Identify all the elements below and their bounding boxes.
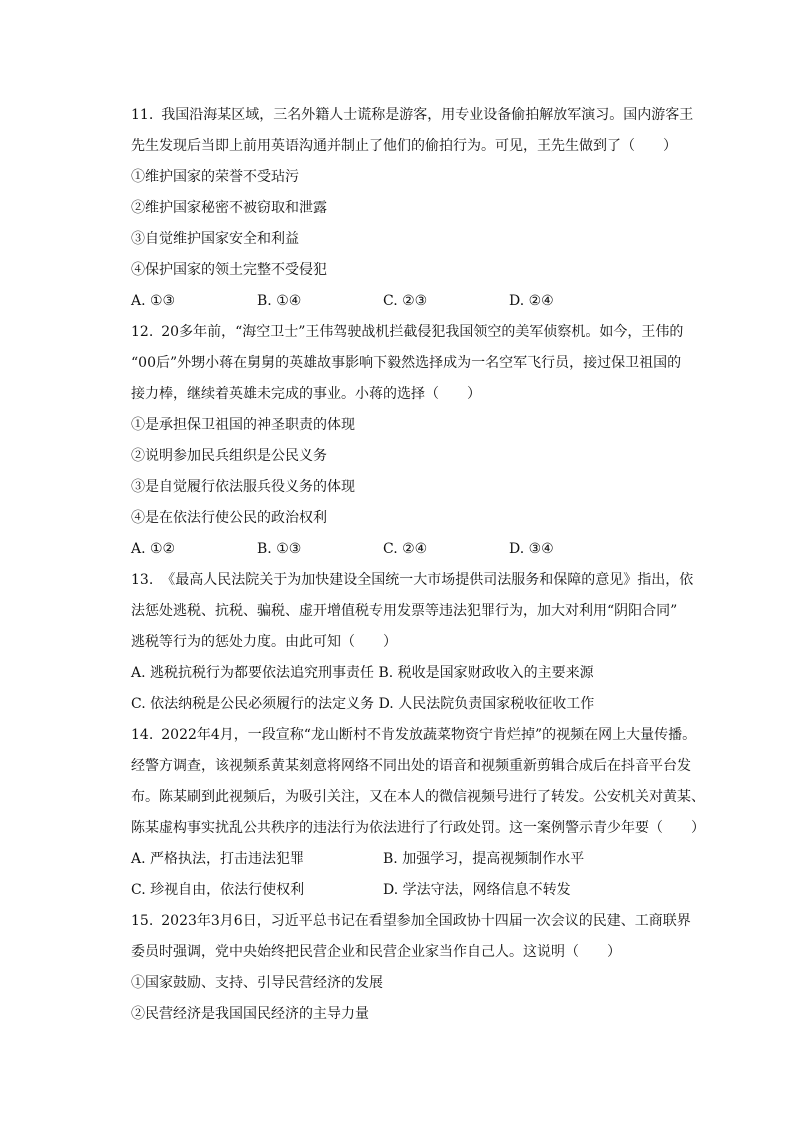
statement: ①维护国家的荣誉不受玷污 [131, 169, 299, 185]
question-stem-line: 陈某虚构事实扰乱公共秩序的违法行为依法进行了行政处罚。这一案例警示青少年要（ ） [131, 820, 705, 836]
answer-options [131, 534, 671, 565]
question-stem-line: 11. 我国沿海某区域，三名外籍人士谎称是游客，用专业设备偷拍解放军演习。国内游客王 [131, 107, 694, 123]
option-line-ab[interactable]: A. 逃税抗税行为都要依法追究刑事责任 B. 税收是国家财政收入的主要来源 [131, 665, 594, 681]
question-number: 14. [131, 727, 154, 743]
option-c[interactable]: C. ②④ [383, 541, 428, 557]
option-c[interactable]: C. ②③ [383, 293, 428, 309]
answer-options [131, 286, 671, 317]
statement: ②说明参加民兵组织是公民义务 [131, 448, 327, 464]
option-a[interactable]: A. ①③ [131, 293, 176, 309]
statement: ③是自觉履行依法服兵役义务的体现 [131, 479, 355, 495]
answer-options [131, 875, 671, 906]
option-b[interactable]: B. 加强学习，提高视频制作水平 [383, 851, 585, 867]
statement: ②民营经济是我国国民经济的主导力量 [131, 1006, 369, 1022]
question-14 [131, 720, 705, 906]
question-stem-line: 委员时强调，党中央始终把民营企业和民营企业家当作自己人。这说明（ ） [131, 944, 621, 960]
statement: ①是承担保卫祖国的神圣职责的体现 [131, 417, 355, 433]
question-stem-line: 14. 2022年4月，一段宣称“龙山断村不肯发放蔬菜物资宁肯烂掉”的视频在网上大量传播。 [131, 727, 697, 743]
option-a[interactable]: A. ①② [131, 541, 176, 557]
question-12 [131, 317, 684, 565]
question-stem-line: 15. 2023年3月6日，习近平总书记在看望参加全国政协十四届一次会议的民建、工商联界 [131, 913, 691, 929]
statement: ③自觉维护国家安全和利益 [131, 231, 299, 247]
question-stem-line: 逃税等行为的惩处力度。由此可知（ ） [131, 634, 397, 650]
exam-page [131, 100, 705, 1030]
option-d[interactable]: D. 学法守法，网络信息不转发 [383, 882, 571, 898]
question-stem-line: 法惩处逃税、抗税、骗税、虚开增值税专用发票等违法犯罪行为，加大对利用“阴阳合同” [131, 603, 678, 619]
question-stem-line: 13. 《最高人民法院关于为加快建设全国统一大市场提供司法服务和保障的意见》指出，依 [131, 572, 694, 588]
statement: ②维护国家秘密不被窃取和泄露 [131, 200, 327, 216]
option-d[interactable]: D. ③④ [509, 541, 554, 557]
statement: ①国家鼓励、支持、引导民营经济的发展 [131, 975, 383, 991]
question-11 [131, 100, 694, 317]
statement: ④是在依法行使公民的政治权利 [131, 510, 327, 526]
question-stem-line: 12. 20多年前，“海空卫士”王伟驾驶战机拦截侵犯我国领空的美军侦察机。如今，王伟的 [131, 324, 684, 340]
question-stem-line: 经警方调查，该视频系黄某刻意将网络不同出处的语音和视频重新剪辑合成后在抖音平台发 [131, 758, 691, 774]
option-b[interactable]: B. ①③ [257, 541, 302, 557]
option-line-cd[interactable]: C. 依法纳税是公民必须履行的法定义务 D. 人民法院负责国家税收征收工作 [131, 696, 595, 712]
question-number: 11. [131, 107, 154, 123]
question-15 [131, 906, 691, 1030]
option-a[interactable]: A. 严格执法，打击违法犯罪 [131, 851, 305, 867]
answer-options [131, 844, 671, 875]
question-stem-line: 布。陈某刷到此视频后，为吸引关注，又在本人的微信视频号进行了转发。公安机关对黄某、 [131, 789, 705, 805]
option-c[interactable]: C. 珍视自由，依法行使权利 [131, 882, 305, 898]
question-stem-line: 先生发现后当即上前用英语沟通并制止了他们的偷拍行为。可见，王先生做到了（ ） [131, 138, 677, 154]
option-d[interactable]: D. ②④ [509, 293, 554, 309]
question-number: 15. [131, 913, 154, 929]
question-number: 13. [131, 572, 154, 588]
question-number: 12. [131, 324, 154, 340]
question-stem-line: “00后”外甥小蒋在舅舅的英雄故事影响下毅然选择成为一名空军飞行员，接过保卫祖国的 [131, 355, 682, 371]
option-b[interactable]: B. ①④ [257, 293, 302, 309]
question-stem-line: 接力棒，继续着英雄未完成的事业。小蒋的选择（ ） [131, 386, 481, 402]
statement: ④保护国家的领土完整不受侵犯 [131, 262, 327, 278]
question-13 [131, 565, 694, 720]
